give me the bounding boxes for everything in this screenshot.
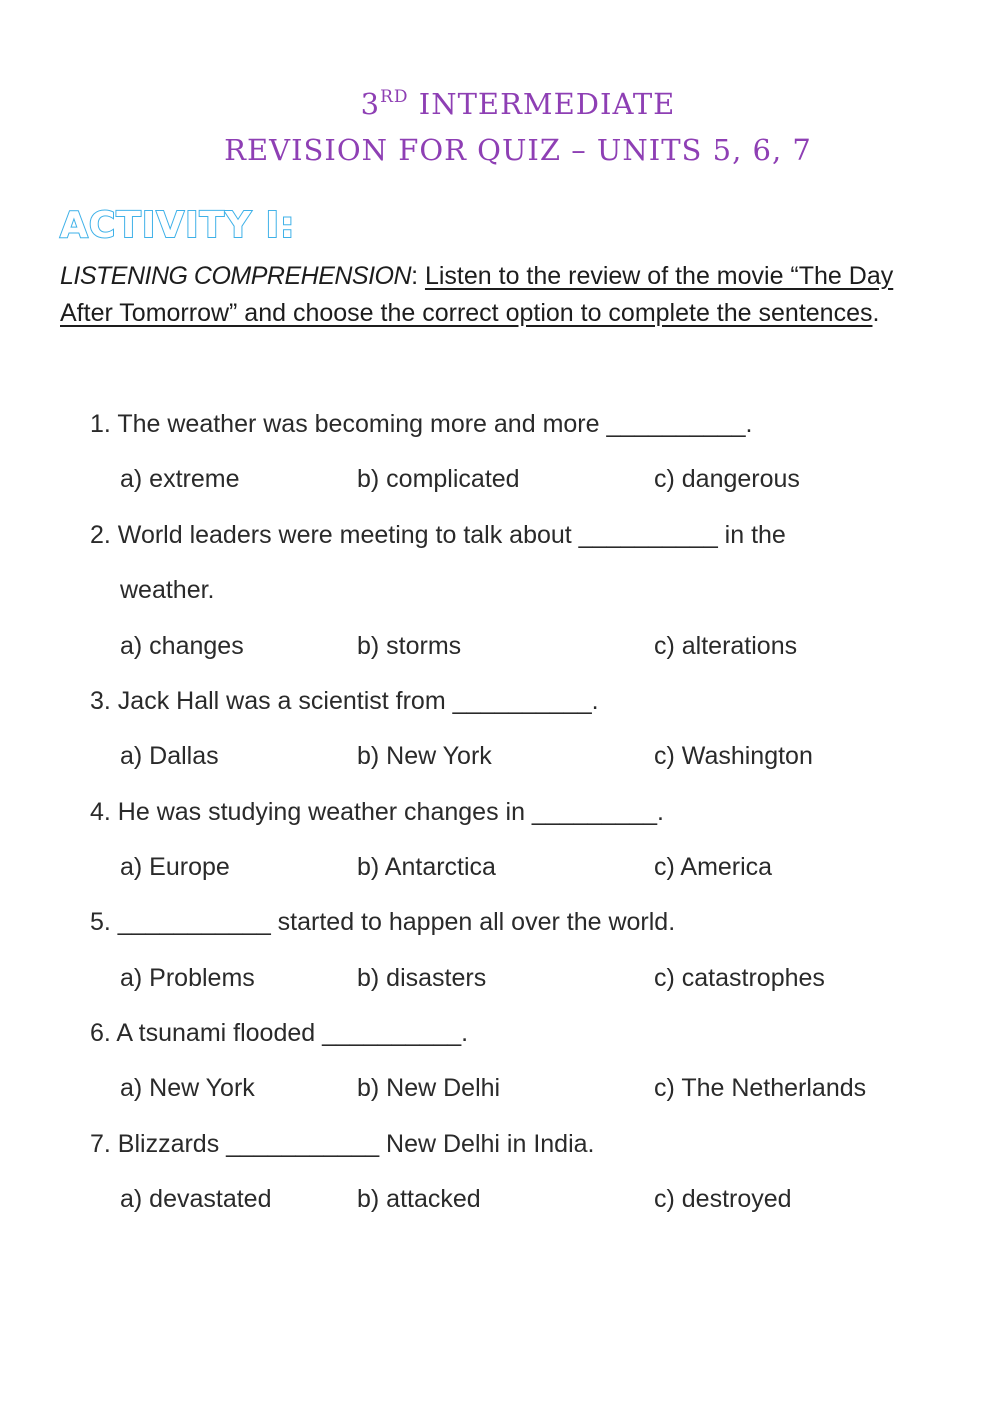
question-5-option-c[interactable]: c) catastrophes (654, 964, 825, 992)
question-6-option-a[interactable]: a) New York (120, 1074, 255, 1102)
question-7-option-c[interactable]: c) destroyed (654, 1185, 792, 1213)
level-number: 3 (360, 87, 381, 121)
question-2-option-a[interactable]: a) changes (120, 632, 244, 660)
question-3-option-b[interactable]: b) New York (357, 742, 492, 770)
question-1-option-a[interactable]: a) extreme (120, 465, 240, 493)
question-4-stem: 4. He was studying weather changes in _________. (90, 798, 664, 826)
question-6-option-b[interactable]: b) New Delhi (357, 1074, 501, 1102)
question-5-option-a[interactable]: a) Problems (120, 964, 255, 992)
question-7-stem: 7. Blizzards ___________ New Delhi in India. (90, 1130, 595, 1158)
question-3-option-a[interactable]: a) Dallas (120, 742, 219, 770)
worksheet-subtitle: REVISION FOR QUIZ – UNITS 5, 6, 7 (224, 133, 812, 167)
question-5-option-b[interactable]: b) disasters (357, 964, 487, 992)
question-4-option-a[interactable]: a) Europe (120, 853, 230, 881)
question-3-option-c[interactable]: c) Washington (654, 742, 813, 770)
activity-instructions (60, 258, 945, 332)
question-6-stem: 6. A tsunami flooded __________. (90, 1019, 469, 1047)
question-1-option-b[interactable]: b) complicated (357, 465, 520, 493)
level-suffix: RD (380, 87, 409, 107)
question-7-option-b[interactable]: b) attacked (357, 1185, 481, 1213)
instruction-separator: : (411, 262, 425, 290)
activity-title: ACTIVITY I: (60, 205, 296, 246)
level-name: INTERMEDIATE (418, 87, 676, 121)
question-6-option-c[interactable]: c) The Netherlands (654, 1074, 867, 1102)
question-3-stem: 3. Jack Hall was a scientist from __________. (90, 687, 599, 715)
level-title (0, 74, 1000, 127)
question-2-option-c[interactable]: c) alterations (654, 632, 798, 660)
worksheet-header (0, 74, 1000, 173)
question-1-option-c[interactable]: c) dangerous (654, 465, 800, 493)
question-1-stem: 1. The weather was becoming more and more __________. (90, 410, 753, 438)
question-2-option-b[interactable]: b) storms (357, 632, 462, 660)
instruction-label: LISTENING COMPREHENSION (60, 262, 412, 290)
question-4-option-c[interactable]: c) America (654, 853, 773, 881)
question-2-continuation: weather. (120, 576, 215, 604)
instruction-end: . (872, 299, 880, 327)
question-5-stem: 5. ___________ started to happen all over the world. (90, 908, 676, 936)
question-4-option-b[interactable]: b) Antarctica (357, 853, 496, 881)
question-7-option-a[interactable]: a) devastated (120, 1185, 272, 1213)
question-2-stem: 2. World leaders were meeting to talk about __________ in the (90, 521, 786, 549)
instruction-text: Listen to the review of the movie “The Day After Tomorrow” and choose the correct option to complete the sentences (60, 262, 894, 327)
